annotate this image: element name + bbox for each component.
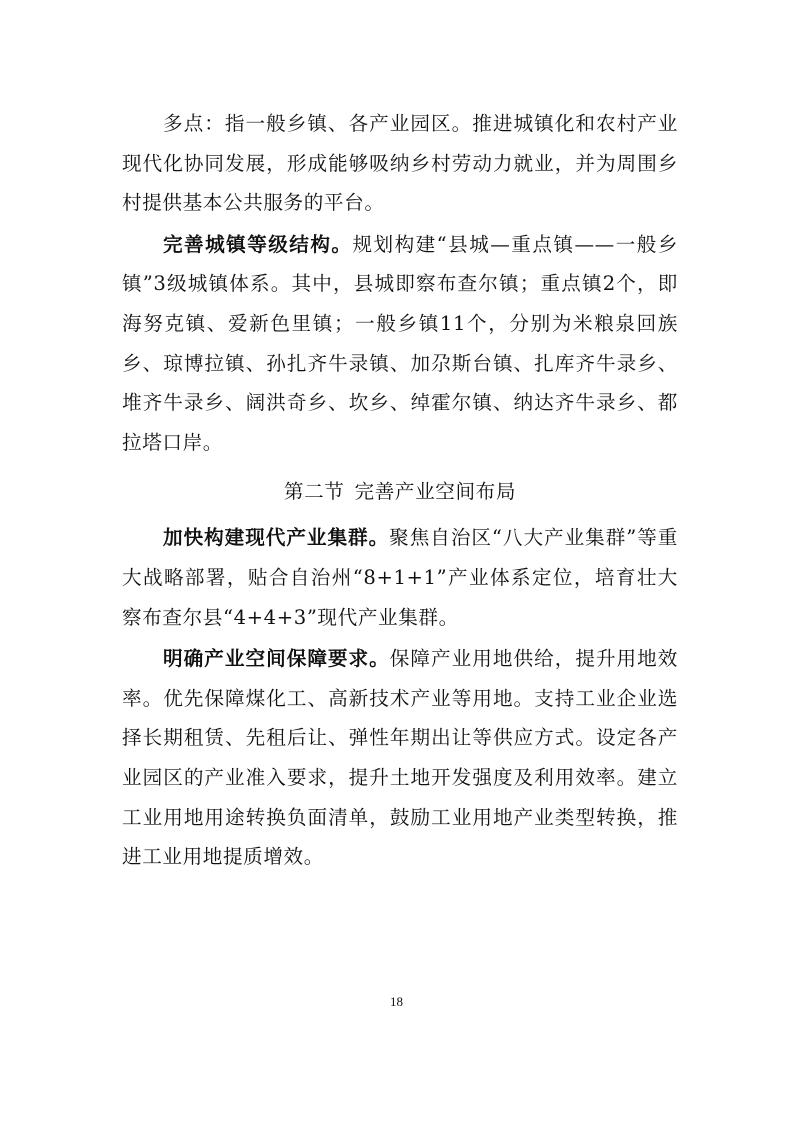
- section-title: 完善产业空间布局: [354, 480, 517, 504]
- paragraph-body: 规划构建“县城—重点镇——一般乡镇”3级城镇体系。其中，县城即察布查尔镇；重点镇2个，即海努克镇、爱新色里镇；一般乡镇11个，分别为米粮泉回族乡、琼博拉镇、孙扎齐牛录镇、加尕斯台镇、扎库齐牛录乡、堆齐牛录乡、阔洪奇乡、坎乡、绰霍尔镇、纳达齐牛录乡、都拉塔口岸。: [122, 232, 678, 454]
- paragraph-body: 保障产业用地供给，提升用地效率。优先保障煤化工、高新技术产业等用地。支持工业企业选择长期租赁、先租后让、弹性年期出让等供应方式。设定各产业园区的产业准入要求，提升土地开发强度及利用效率。建立工业用地用途转换负面清单，鼓励工业用地产业类型转换，推进工业用地提质增效。: [122, 647, 678, 869]
- section-heading: [122, 470, 678, 514]
- paragraph-lead: 明确产业空间保障要求。: [163, 647, 390, 671]
- section-number: 第二节: [283, 480, 345, 504]
- paragraph-industry-cluster: [122, 518, 678, 637]
- paragraph-lead: 完善城镇等级结构。: [163, 232, 353, 256]
- page-content: [122, 104, 678, 877]
- page-number: 18: [390, 994, 403, 1009]
- paragraph-town-hierarchy: [122, 225, 678, 463]
- paragraph-industry-land: [122, 639, 678, 877]
- paragraph-body: 多点：指一般乡镇、各产业园区。推进城镇化和农村产业现代化协同发展，形成能够吸纳乡村劳动力就业，并为周围乡村提供基本公共服务的平台。: [122, 112, 678, 215]
- paragraph-body: 聚焦自治区“八大产业集群”等重大战略部署，贴合自治州“8+1+1”产业体系定位，培育壮大察布查尔县“4+4+3”现代产业集群。: [122, 526, 678, 629]
- paragraph-multipoint: [122, 104, 678, 223]
- paragraph-lead: 加快构建现代产业集群。: [163, 526, 390, 550]
